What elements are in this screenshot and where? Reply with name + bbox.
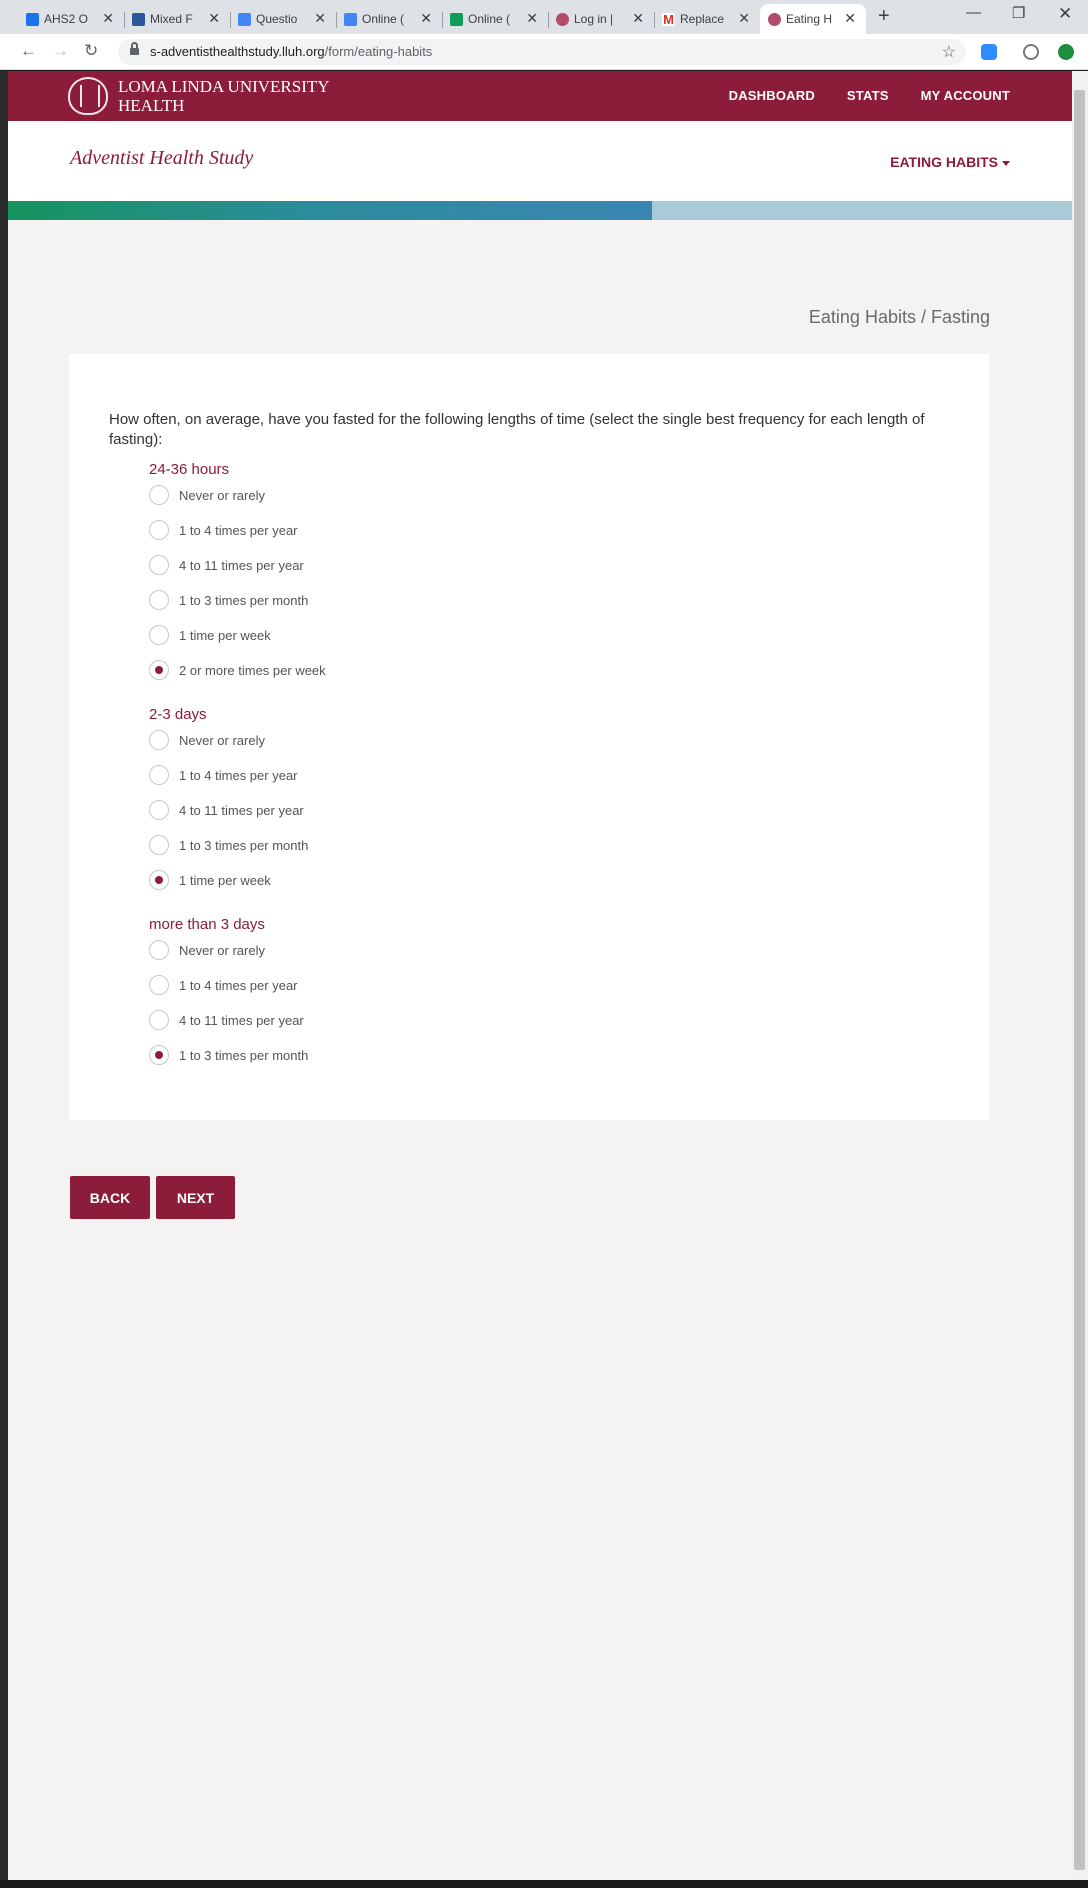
option-label: 1 to 3 times per month — [179, 837, 309, 853]
back-arrow-icon[interactable]: ← — [20, 41, 37, 60]
window-close-icon[interactable]: ✕ — [1058, 4, 1073, 23]
radio-option[interactable] — [149, 1044, 308, 1066]
scrollbar-thumb[interactable] — [1074, 90, 1085, 1870]
radio-button[interactable] — [149, 765, 169, 785]
option-label: Never or rarely — [179, 732, 265, 748]
tab-label: Eating H — [786, 12, 833, 26]
radio-option[interactable] — [149, 624, 271, 646]
tab-label: Online ( — [468, 12, 511, 26]
radio-button[interactable] — [149, 870, 169, 890]
radio-button[interactable] — [149, 590, 169, 610]
browser-tab[interactable] — [654, 4, 760, 34]
radio-option[interactable] — [149, 1009, 304, 1031]
reload-icon[interactable]: ↻ — [84, 41, 99, 60]
progress-bar-fill — [8, 201, 652, 220]
left-window-edge — [0, 71, 8, 1880]
section-dropdown-label: EATING HABITS — [890, 154, 998, 170]
group-title-2-3-days: 2-3 days — [149, 706, 207, 723]
nav-dashboard[interactable]: DASHBOARD — [728, 88, 815, 103]
new-tab-icon[interactable]: + — [878, 5, 890, 27]
browser-tab[interactable] — [442, 4, 548, 34]
lock-icon — [130, 46, 139, 56]
tab-label: Mixed F — [150, 12, 193, 26]
llu-seal-logo-icon[interactable] — [68, 77, 108, 115]
next-button[interactable]: NEXT — [156, 1176, 235, 1219]
group-title-more-than-3-days: more than 3 days — [149, 916, 265, 933]
tab-label: AHS2 O — [44, 12, 89, 26]
tab-label: Questio — [256, 12, 298, 26]
radio-option[interactable] — [149, 834, 308, 856]
close-icon[interactable]: ✕ — [738, 10, 750, 26]
browser-tab[interactable] — [18, 4, 124, 34]
close-icon[interactable]: ✕ — [420, 10, 432, 26]
option-label: 1 time per week — [179, 627, 271, 643]
browser-tab[interactable] — [230, 4, 336, 34]
option-label: 1 to 4 times per year — [179, 977, 298, 993]
option-label: 4 to 11 times per year — [179, 1012, 304, 1028]
option-label: 2 or more times per week — [179, 662, 326, 678]
top-nav — [729, 88, 1010, 103]
close-icon[interactable]: ✕ — [208, 10, 220, 26]
radio-button[interactable] — [149, 975, 169, 995]
tab-label: Replace — [680, 12, 725, 26]
os-taskbar — [0, 1880, 1088, 1888]
radio-option[interactable] — [149, 589, 308, 611]
option-label: 1 to 3 times per month — [179, 592, 309, 608]
onedrive-icon — [26, 13, 39, 26]
section-dropdown[interactable] — [890, 154, 1010, 170]
question-text: How often, on average, have you fasted for the following lengths of time (select the single best frequency for each length of fasting): — [109, 411, 925, 448]
sheets-icon — [450, 13, 463, 26]
radio-button[interactable] — [149, 1010, 169, 1030]
group-title-24-36-hours: 24-36 hours — [149, 461, 230, 478]
llu-seal-icon — [556, 13, 569, 26]
browser-tab[interactable] — [124, 4, 230, 34]
radio-button[interactable] — [149, 940, 169, 960]
question-card — [69, 354, 989, 1120]
back-button[interactable]: BACK — [70, 1176, 150, 1219]
radio-option[interactable] — [149, 939, 265, 961]
close-icon[interactable]: ✕ — [526, 10, 538, 26]
option-label: 1 time per week — [179, 872, 271, 888]
radio-button[interactable] — [149, 485, 169, 505]
llu-extension-icon[interactable] — [1023, 44, 1039, 60]
browser-tab-active[interactable] — [760, 4, 866, 34]
browser-tab-strip — [0, 0, 1088, 34]
forward-arrow-icon[interactable]: → — [52, 41, 69, 60]
logo-line-2: HEALTH — [118, 96, 185, 115]
radio-button[interactable] — [149, 660, 169, 680]
option-label: 1 to 4 times per year — [179, 522, 298, 538]
web-page — [8, 71, 1072, 1880]
radio-option[interactable] — [149, 799, 304, 821]
word-icon — [132, 13, 145, 26]
radio-button[interactable] — [149, 555, 169, 575]
nav-my-account[interactable]: MY ACCOUNT — [920, 88, 1010, 103]
radio-button[interactable] — [149, 800, 169, 820]
radio-option[interactable] — [149, 484, 265, 506]
gmail-icon: M — [663, 12, 674, 27]
url-text: s-adventisthealthstudy.lluh.org/form/eating-habits — [150, 44, 433, 59]
restore-icon[interactable]: ❐ — [1012, 5, 1026, 22]
radio-button[interactable] — [149, 835, 169, 855]
logo-line-1: LOMA LINDA UNIVERSITY — [118, 77, 330, 96]
docs-icon — [238, 13, 251, 26]
page-breadcrumb: Eating Habits / Fasting — [808, 307, 990, 327]
option-label: Never or rarely — [179, 487, 265, 503]
option-label: Never or rarely — [179, 942, 265, 958]
radio-button[interactable] — [149, 730, 169, 750]
browser-tab[interactable] — [336, 4, 442, 34]
browser-toolbar — [0, 34, 1088, 70]
close-icon[interactable]: ✕ — [102, 10, 114, 26]
llu-seal-icon — [768, 13, 781, 26]
tab-label: Online ( — [362, 12, 405, 26]
update-icon[interactable] — [1058, 44, 1074, 60]
option-label: 1 to 3 times per month — [179, 1047, 309, 1063]
option-label: 1 to 4 times per year — [179, 767, 298, 783]
caret-down-icon — [1002, 161, 1010, 166]
radio-option[interactable] — [149, 729, 265, 751]
radio-option[interactable] — [149, 869, 271, 891]
option-label: 4 to 11 times per year — [179, 557, 304, 573]
study-title[interactable]: Adventist Health Study — [70, 147, 254, 169]
radio-option[interactable] — [149, 554, 304, 576]
radio-button[interactable] — [149, 625, 169, 645]
survey-progress-bar — [8, 201, 1072, 220]
radio-option[interactable] — [149, 974, 298, 996]
zoom-extension-icon[interactable] — [981, 44, 997, 60]
radio-button[interactable] — [149, 520, 169, 540]
option-label: 4 to 11 times per year — [179, 802, 304, 818]
site-header — [8, 71, 1072, 121]
close-icon[interactable]: ✕ — [844, 10, 856, 26]
tab-label: Log in | — [574, 12, 614, 26]
address-bar[interactable] — [118, 39, 966, 65]
site-logo-text[interactable] — [118, 77, 348, 115]
bookmark-star-icon[interactable]: ☆ — [941, 44, 956, 61]
docs-icon — [344, 13, 357, 26]
radio-button[interactable] — [149, 1045, 169, 1065]
close-icon[interactable]: ✕ — [632, 10, 644, 26]
study-subheader — [8, 121, 1072, 201]
nav-stats[interactable]: STATS — [846, 88, 889, 103]
close-icon[interactable]: ✕ — [314, 10, 326, 26]
minimize-icon[interactable]: — — [966, 4, 981, 21]
radio-option[interactable] — [149, 659, 326, 681]
browser-tab[interactable] — [548, 4, 654, 34]
radio-option[interactable] — [149, 519, 298, 541]
radio-option[interactable] — [149, 764, 298, 786]
